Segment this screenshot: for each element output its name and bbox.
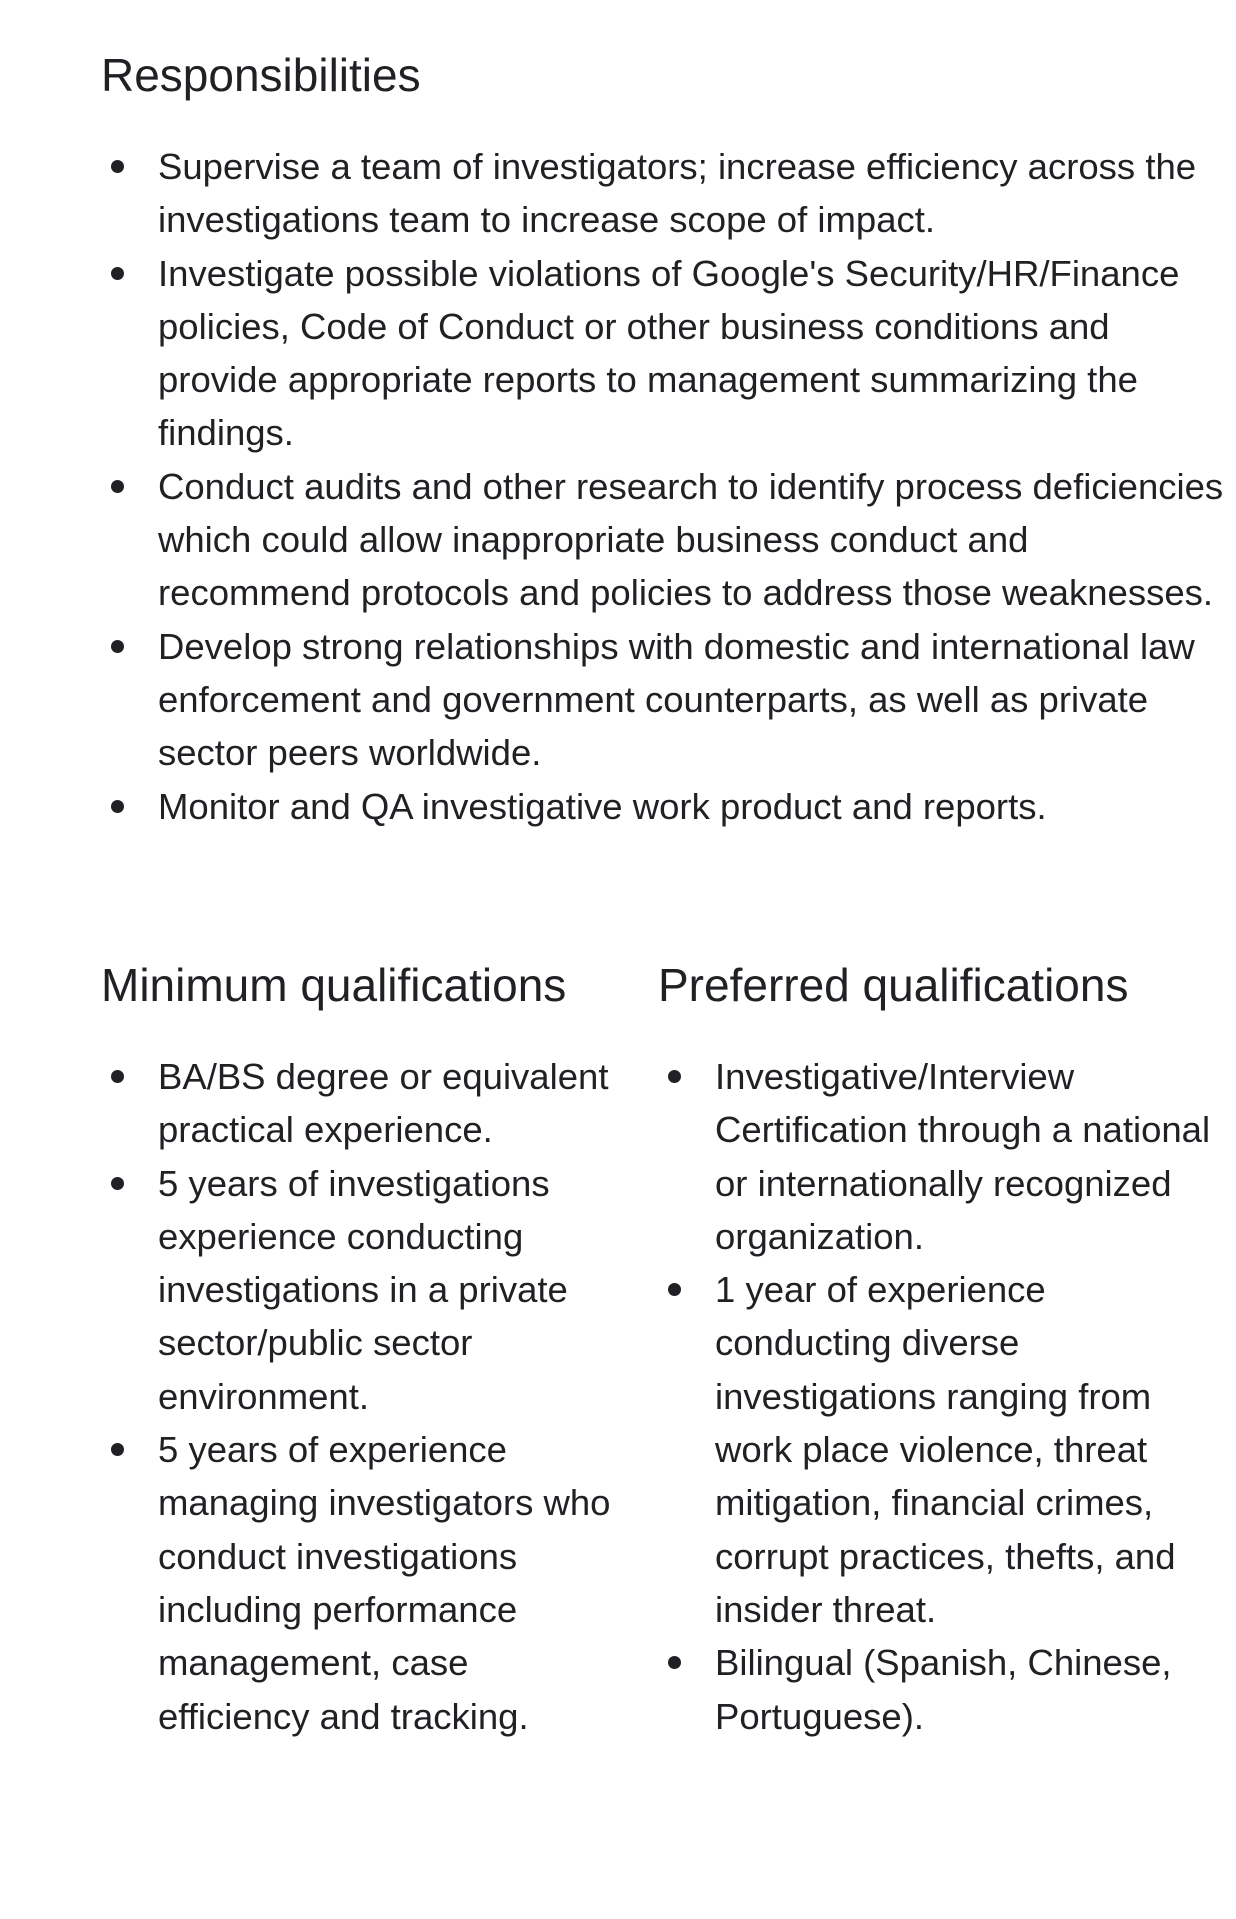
responsibilities-section: [101, 47, 1226, 827]
list-item: Investigate possible violations of Google's Security/HR/Finance policies, Code of Conduct or other business conditions and provide appropriate reports to management summarizing the findings.: [101, 247, 1226, 460]
responsibilities-list: [101, 140, 1226, 833]
list-item: Develop strong relationships with domestic and international law enforcement and government counterparts, as well as private sector peers worldwide.: [101, 620, 1226, 780]
preferred-qualifications-heading: Preferred qualifications: [658, 959, 1129, 1011]
list-item: 1 year of experience conducting diverse investigations ranging from work place violence, threat mitigation, financial crimes, corrupt practices, thefts, and insider threat.: [658, 1263, 1228, 1636]
responsibilities-heading: Responsibilities: [101, 49, 421, 101]
preferred-qualifications-section: [658, 957, 1228, 1737]
minimum-qualifications-heading: Minimum qualifications: [101, 959, 567, 1011]
list-item: Conduct audits and other research to identify process deficiencies which could allow inappropriate business conduct and recommend protocols and policies to address those weaknesses.: [101, 460, 1226, 620]
minimum-qualifications-section: [101, 957, 621, 1737]
list-item: Supervise a team of investigators; increase efficiency across the investigations team to increase scope of impact.: [101, 140, 1226, 247]
list-item: BA/BS degree or equivalent practical experience.: [101, 1050, 621, 1157]
list-item: 5 years of experience managing investigators who conduct investigations including performance management, case efficiency and tracking.: [101, 1423, 621, 1743]
minimum-qualifications-list: [101, 1050, 621, 1743]
list-item: 5 years of investigations experience conducting investigations in a private sector/public sector environment.: [101, 1157, 621, 1423]
list-item: Monitor and QA investigative work product and reports.: [101, 780, 1226, 833]
preferred-qualifications-list: [658, 1050, 1228, 1743]
list-item: Investigative/Interview Certification through a national or internationally recognized organization.: [658, 1050, 1228, 1263]
list-item: Bilingual (Spanish, Chinese, Portuguese).: [658, 1636, 1228, 1743]
